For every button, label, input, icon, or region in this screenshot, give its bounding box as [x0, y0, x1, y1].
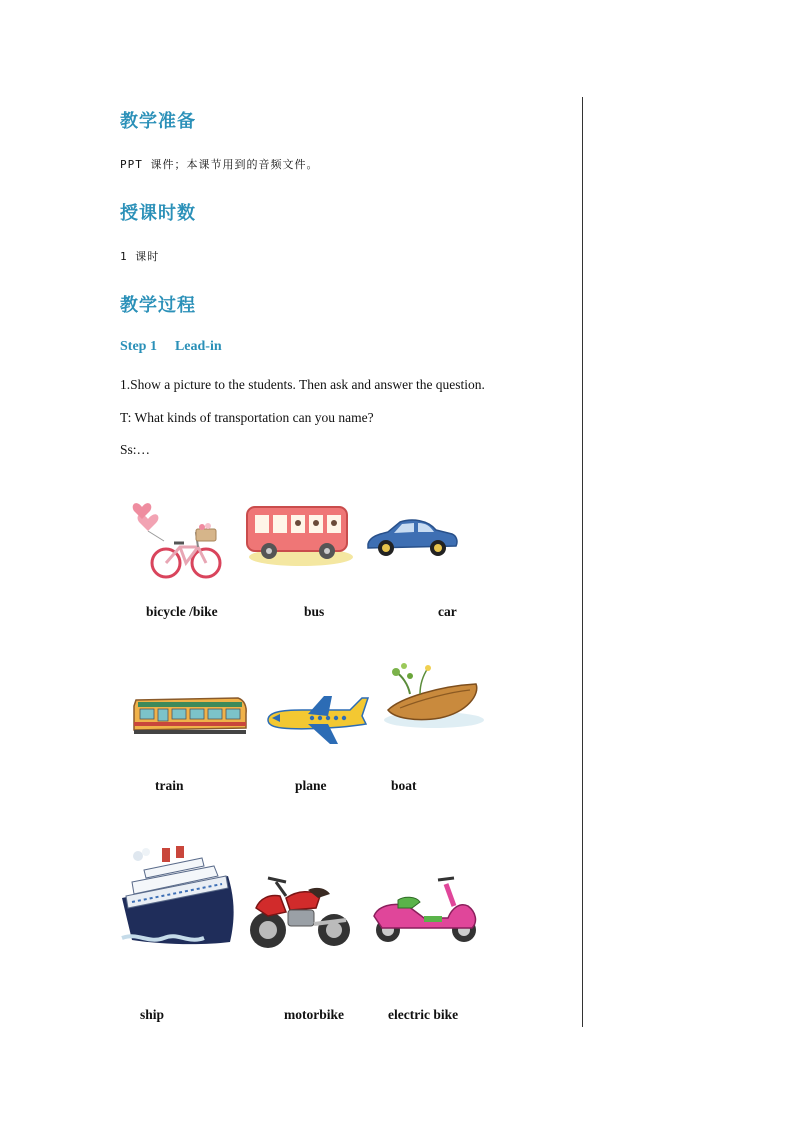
caption-plane: plane [295, 778, 327, 793]
class-hours-text: 1 课时 [120, 250, 160, 263]
preparation-text: PPT 课件；本课节用到的音频文件。 [120, 158, 319, 171]
students-answer: Ss:… [120, 442, 151, 457]
car-icon [364, 516, 460, 560]
plane-icon [262, 694, 370, 748]
step-title: Lead-in [174, 339, 222, 354]
electric-bike-icon [368, 872, 482, 946]
caption-car: car [438, 604, 457, 619]
bicycle-icon [130, 497, 226, 581]
heading-class-hours: 授课时数 [120, 203, 196, 224]
caption-bus: bus [304, 604, 325, 619]
caption-boat: boat [391, 778, 417, 793]
caption-bicycle: bicycle /bike [146, 604, 218, 619]
bus-icon [243, 497, 355, 569]
teacher-question: T: What kinds of transportation can you name? [120, 410, 374, 425]
caption-electric-bike: electric bike [388, 1007, 459, 1022]
heading-teaching-preparation: 教学准备 [120, 111, 196, 132]
column-divider [582, 97, 583, 1027]
step-number: Step 1 [120, 339, 157, 354]
ship-icon [118, 846, 244, 950]
caption-motorbike: motorbike [284, 1007, 344, 1022]
motorbike-icon [246, 868, 354, 952]
train-icon [130, 692, 250, 742]
caption-ship: ship [140, 1007, 165, 1022]
caption-train: train [155, 778, 184, 793]
step-heading [120, 339, 222, 355]
boat-icon [380, 654, 488, 734]
heading-teaching-process: 教学过程 [120, 295, 196, 316]
instruction-line: 1.Show a picture to the students. Then ask and answer the question. [120, 377, 485, 392]
